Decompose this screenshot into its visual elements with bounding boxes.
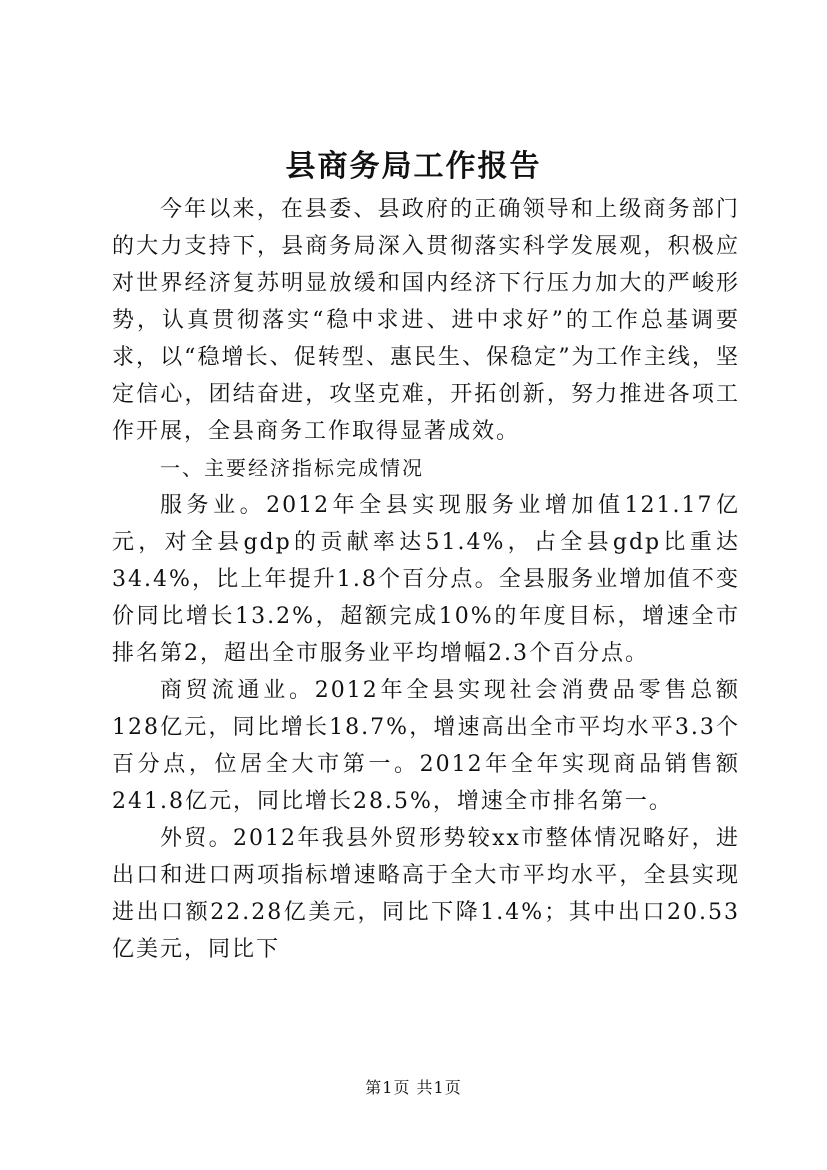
- paragraph-foreign-trade: 外贸。2012年我县外贸形势较xx市整体情况略好，进出口和进口两项指标增速略高于全大市平均水平，全县实现进出口额22.28亿美元，同比下降1.4%；其中出口20.53亿美元，同比下: [112, 826, 740, 962]
- document-title: 县商务局工作报告: [285, 149, 542, 184]
- paragraph-commerce: 商贸流通业。2012年全县实现社会消费品零售总额128亿元，同比增长18.7%，增速高出全市平均水平3.3个百分点，位居全大市第一。2012年全年实现商品销售额241.8亿元，同比增长28.5%，增速全市排名第一。: [112, 678, 740, 814]
- document-body: [112, 191, 740, 968]
- intro-paragraph: 今年以来，在县委、县政府的正确领导和上级商务部门的大力支持下，县商务局深入贯彻落实科学发展观，积极应对世界经济复苏明显放缓和国内经济下行压力加大的严峻形势，认真贯彻落实“稳中求进、进中求好”的工作总基调要求，以“稳增长、促转型、惠民生、保稳定”为工作主线，坚定信心，团结奋进，攻坚克难，开拓创新，努力推进各项工作开展，全县商务工作取得显著成效。: [112, 197, 740, 444]
- paragraph-services: 服务业。2012年全县实现服务业增加值121.17亿元，对全县gdp的贡献率达51.4%，占全县gdp比重达34.4%，比上年提升1.8个百分点。全县服务业增加值不变价同比增长13.2%，超额完成10%的年度目标，增速全市排名第2，超出全市服务业平均增幅2.3个百分点。: [112, 493, 740, 666]
- page-footer: 第1页 共1页: [365, 1078, 462, 1097]
- section-heading: 一、主要经济指标完成情况: [160, 456, 424, 480]
